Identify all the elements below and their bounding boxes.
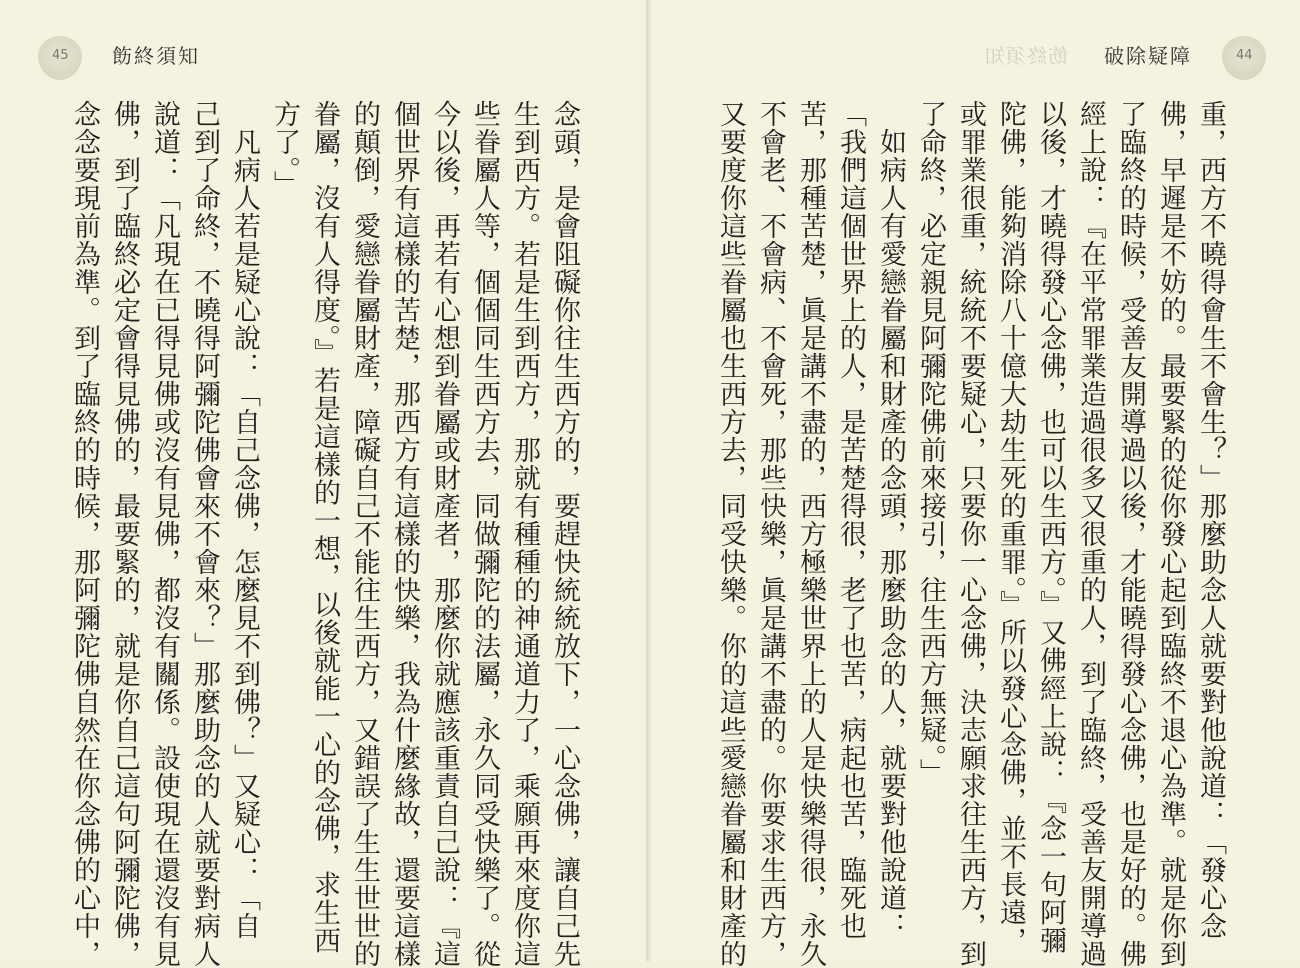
text-column: 佛，到了臨終必定會得見佛的，最要緊的，就是你自己這句阿彌陀佛， [109,100,140,968]
bleed-through-text: 飭終須知 [984,44,1068,68]
text-column: 佛，早遲是不妨的。最要緊的從你發心起到臨終不退心為準。就是你到 [1155,100,1186,968]
text-column: 了命終，必定親見阿彌陀佛前來接引，往生西方無疑。」 [915,100,946,787]
text-column: 個世界有這樣的苦楚，那西方有這樣的快樂，我為什麼緣故，還要這樣 [389,100,420,968]
body-text [700,100,1230,968]
text-column: 念念要現前為準。到了臨終的時候，那阿彌陀佛自然在你念佛的心中， [69,100,100,968]
page-number: 44 [1236,48,1253,63]
text-column: 些眷屬人等，個個同生西方去，同做彌陀的法屬，永久同受快樂了。從 [469,100,500,968]
text-column: 凡病人若是疑心說：「自己念佛，怎麼見不到佛？」又疑心：「自 [229,100,260,940]
text-column: 經上說：『在平常罪業造過很多又很重的人，到了臨終，受善友開導過 [1075,100,1106,968]
running-head: 破除疑障 [1104,44,1192,68]
running-head: 飭終須知 [112,44,200,68]
text-column: 不會老、不會病、不會死，那些快樂，眞是講不盡的。你要求生西方， [755,100,786,968]
page-number: 45 [52,48,69,63]
text-column: 又要度你這些眷屬也生西方去，同受快樂。你的這些愛戀眷屬和財產的 [715,100,746,968]
text-column: 方了。」 [269,100,300,199]
text-column: 眷屬，沒有人得度。』若是這樣的一想，以後就能一心的念佛，求生西 [309,100,340,955]
text-column: 己到了命終，不曉得阿彌陀佛會來不會來？」那麼助念的人就要對病人 [189,100,220,968]
body-text [69,100,584,968]
text-column: 苦，那種苦楚，眞是講不盡的，西方極樂世界上的人是快樂得很，永久 [795,100,826,968]
text-column: 生到西方。若是生到西方，那就有種種的神通道力了，乘願再來度你這 [509,100,540,968]
text-column: 以後，才曉得發心念佛，也可以生西方。』又佛經上說：『念一句阿彌 [1035,100,1066,955]
left-page [0,0,649,968]
text-column: 陀佛，能夠消除八十億大劫生死的重罪。』所以發心念佛，並不長遠， [995,100,1026,955]
text-column: 如病人有愛戀眷屬和財產的念頭，那麼助念的人，就要對他說道： [875,100,906,940]
text-column: 重，西方不曉得會生不會生？」那麼助念人就要對他說道：「發心念 [1195,100,1226,940]
text-column: 了臨終的時候，受善友開導過以後，才能曉得發心念佛，也是好的。佛 [1115,100,1146,968]
text-column: 今以後，再若有心想到眷屬或財產者，那麼你就應該重責自己說：『這 [429,100,460,968]
text-column: 或罪業很重，統統不要疑心，只要你一心念佛，決志願求往生西方，到 [955,100,986,968]
text-column: 念頭，是會阻礙你往生西方的，要趕快統統放下，一心念佛，讓自己先 [549,100,580,968]
text-column: 說道：「凡現在已得見佛或沒有見佛，都沒有關係。設使現在還沒有見 [149,100,180,968]
text-column: 「我們這個世界上的人，是苦楚得很，老了也苦，病起也苦，臨死也 [835,100,866,940]
text-column: 的顛倒，愛戀眷屬財產，障礙自己不能往生西方，又錯誤了生生世世的 [349,100,380,968]
